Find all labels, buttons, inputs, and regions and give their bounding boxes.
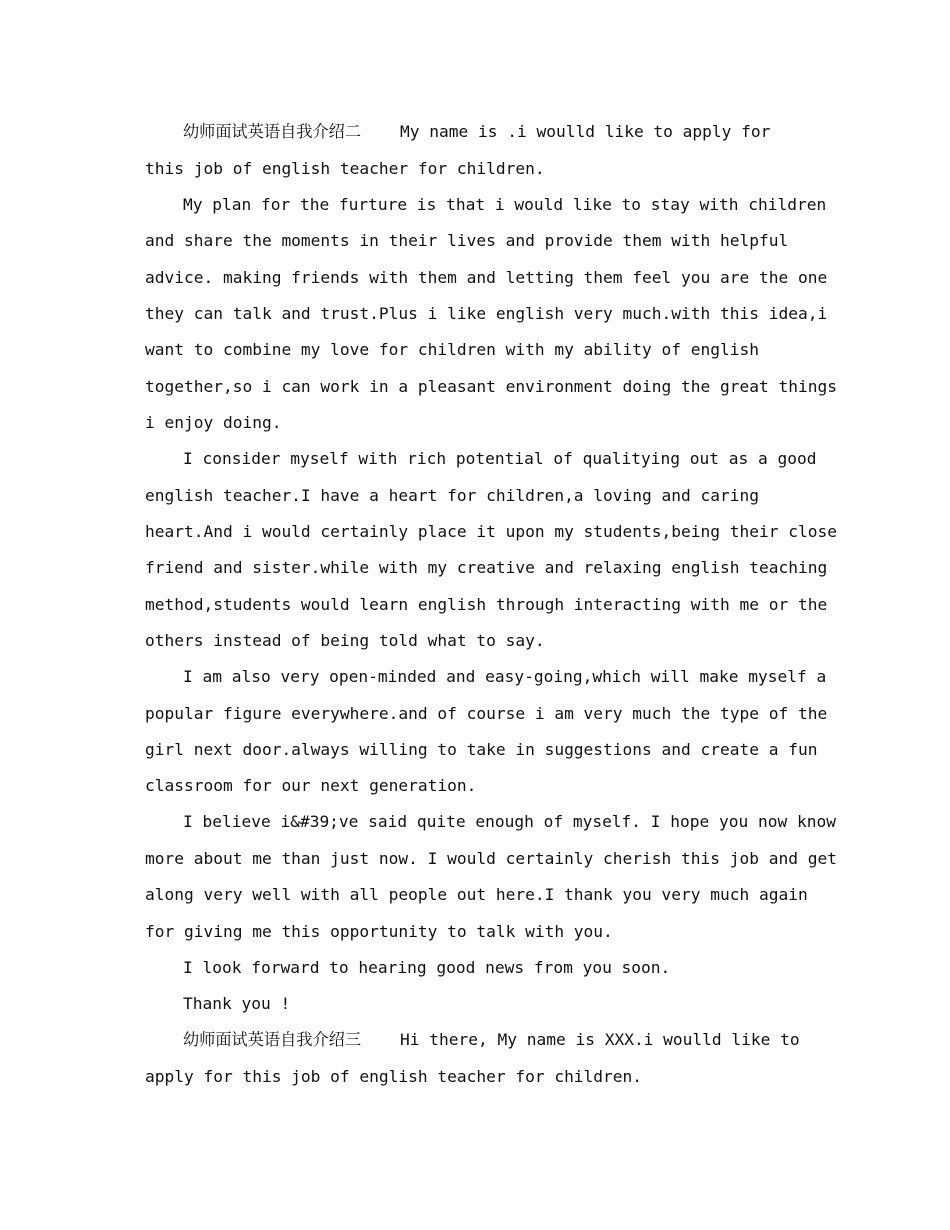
text-line: more about me than just now. I would certainly cherish this job and get — [145, 849, 837, 868]
text-line: method,students would learn english through interacting with me or the — [145, 595, 828, 614]
text-line: along very well with all people out here.I thank you very much again — [145, 885, 808, 904]
text-line: and share the moments in their lives and provide them with helpful — [145, 231, 789, 250]
text-line: heart.And i would certainly place it upon my students,being their close — [145, 522, 837, 541]
text-line: want to combine my love for children with my ability of english — [145, 340, 759, 359]
text-line: I look forward to hearing good news from you soon. — [183, 958, 671, 977]
text-line: for giving me this opportunity to talk with you. — [145, 922, 613, 941]
text-line: friend and sister.while with my creative and relaxing english teaching — [145, 558, 828, 577]
text-line: others instead of being told what to say. — [145, 631, 545, 650]
text-line: popular figure everywhere.and of course i am very much the type of the — [145, 704, 828, 723]
text-line: 幼师面试英语自我介绍二 My name is .i woulld like to apply for — [183, 122, 771, 141]
text-line: advice. making friends with them and letting them feel you are the one — [145, 268, 828, 287]
text-line: girl next door.always willing to take in suggestions and create a fun — [145, 740, 818, 759]
text-line: My plan for the furture is that i would like to stay with children — [183, 195, 827, 214]
text-line: together,so i can work in a pleasant environment doing the great things — [145, 377, 837, 396]
text-line: this job of english teacher for children. — [145, 159, 545, 178]
text-line: english teacher.I have a heart for children,a loving and caring — [145, 486, 759, 505]
text-line: I believe i&#39;ve said quite enough of myself. I hope you now know — [183, 812, 836, 831]
text-line: classroom for our next generation. — [145, 776, 477, 795]
text-line: Thank you ! — [183, 994, 291, 1013]
text-line: apply for this job of english teacher for children. — [145, 1067, 643, 1086]
text-line: i enjoy doing. — [145, 413, 282, 432]
text-line: I consider myself with rich potential of qualitying out as a good — [183, 449, 817, 468]
text-line: I am also very open-minded and easy-going,which will make myself a — [183, 667, 827, 686]
text-line: 幼师面试英语自我介绍三 Hi there, My name is XXX.i woulld like to — [183, 1030, 800, 1049]
text-line: they can talk and trust.Plus i like english very much.with this idea,i — [145, 304, 828, 323]
